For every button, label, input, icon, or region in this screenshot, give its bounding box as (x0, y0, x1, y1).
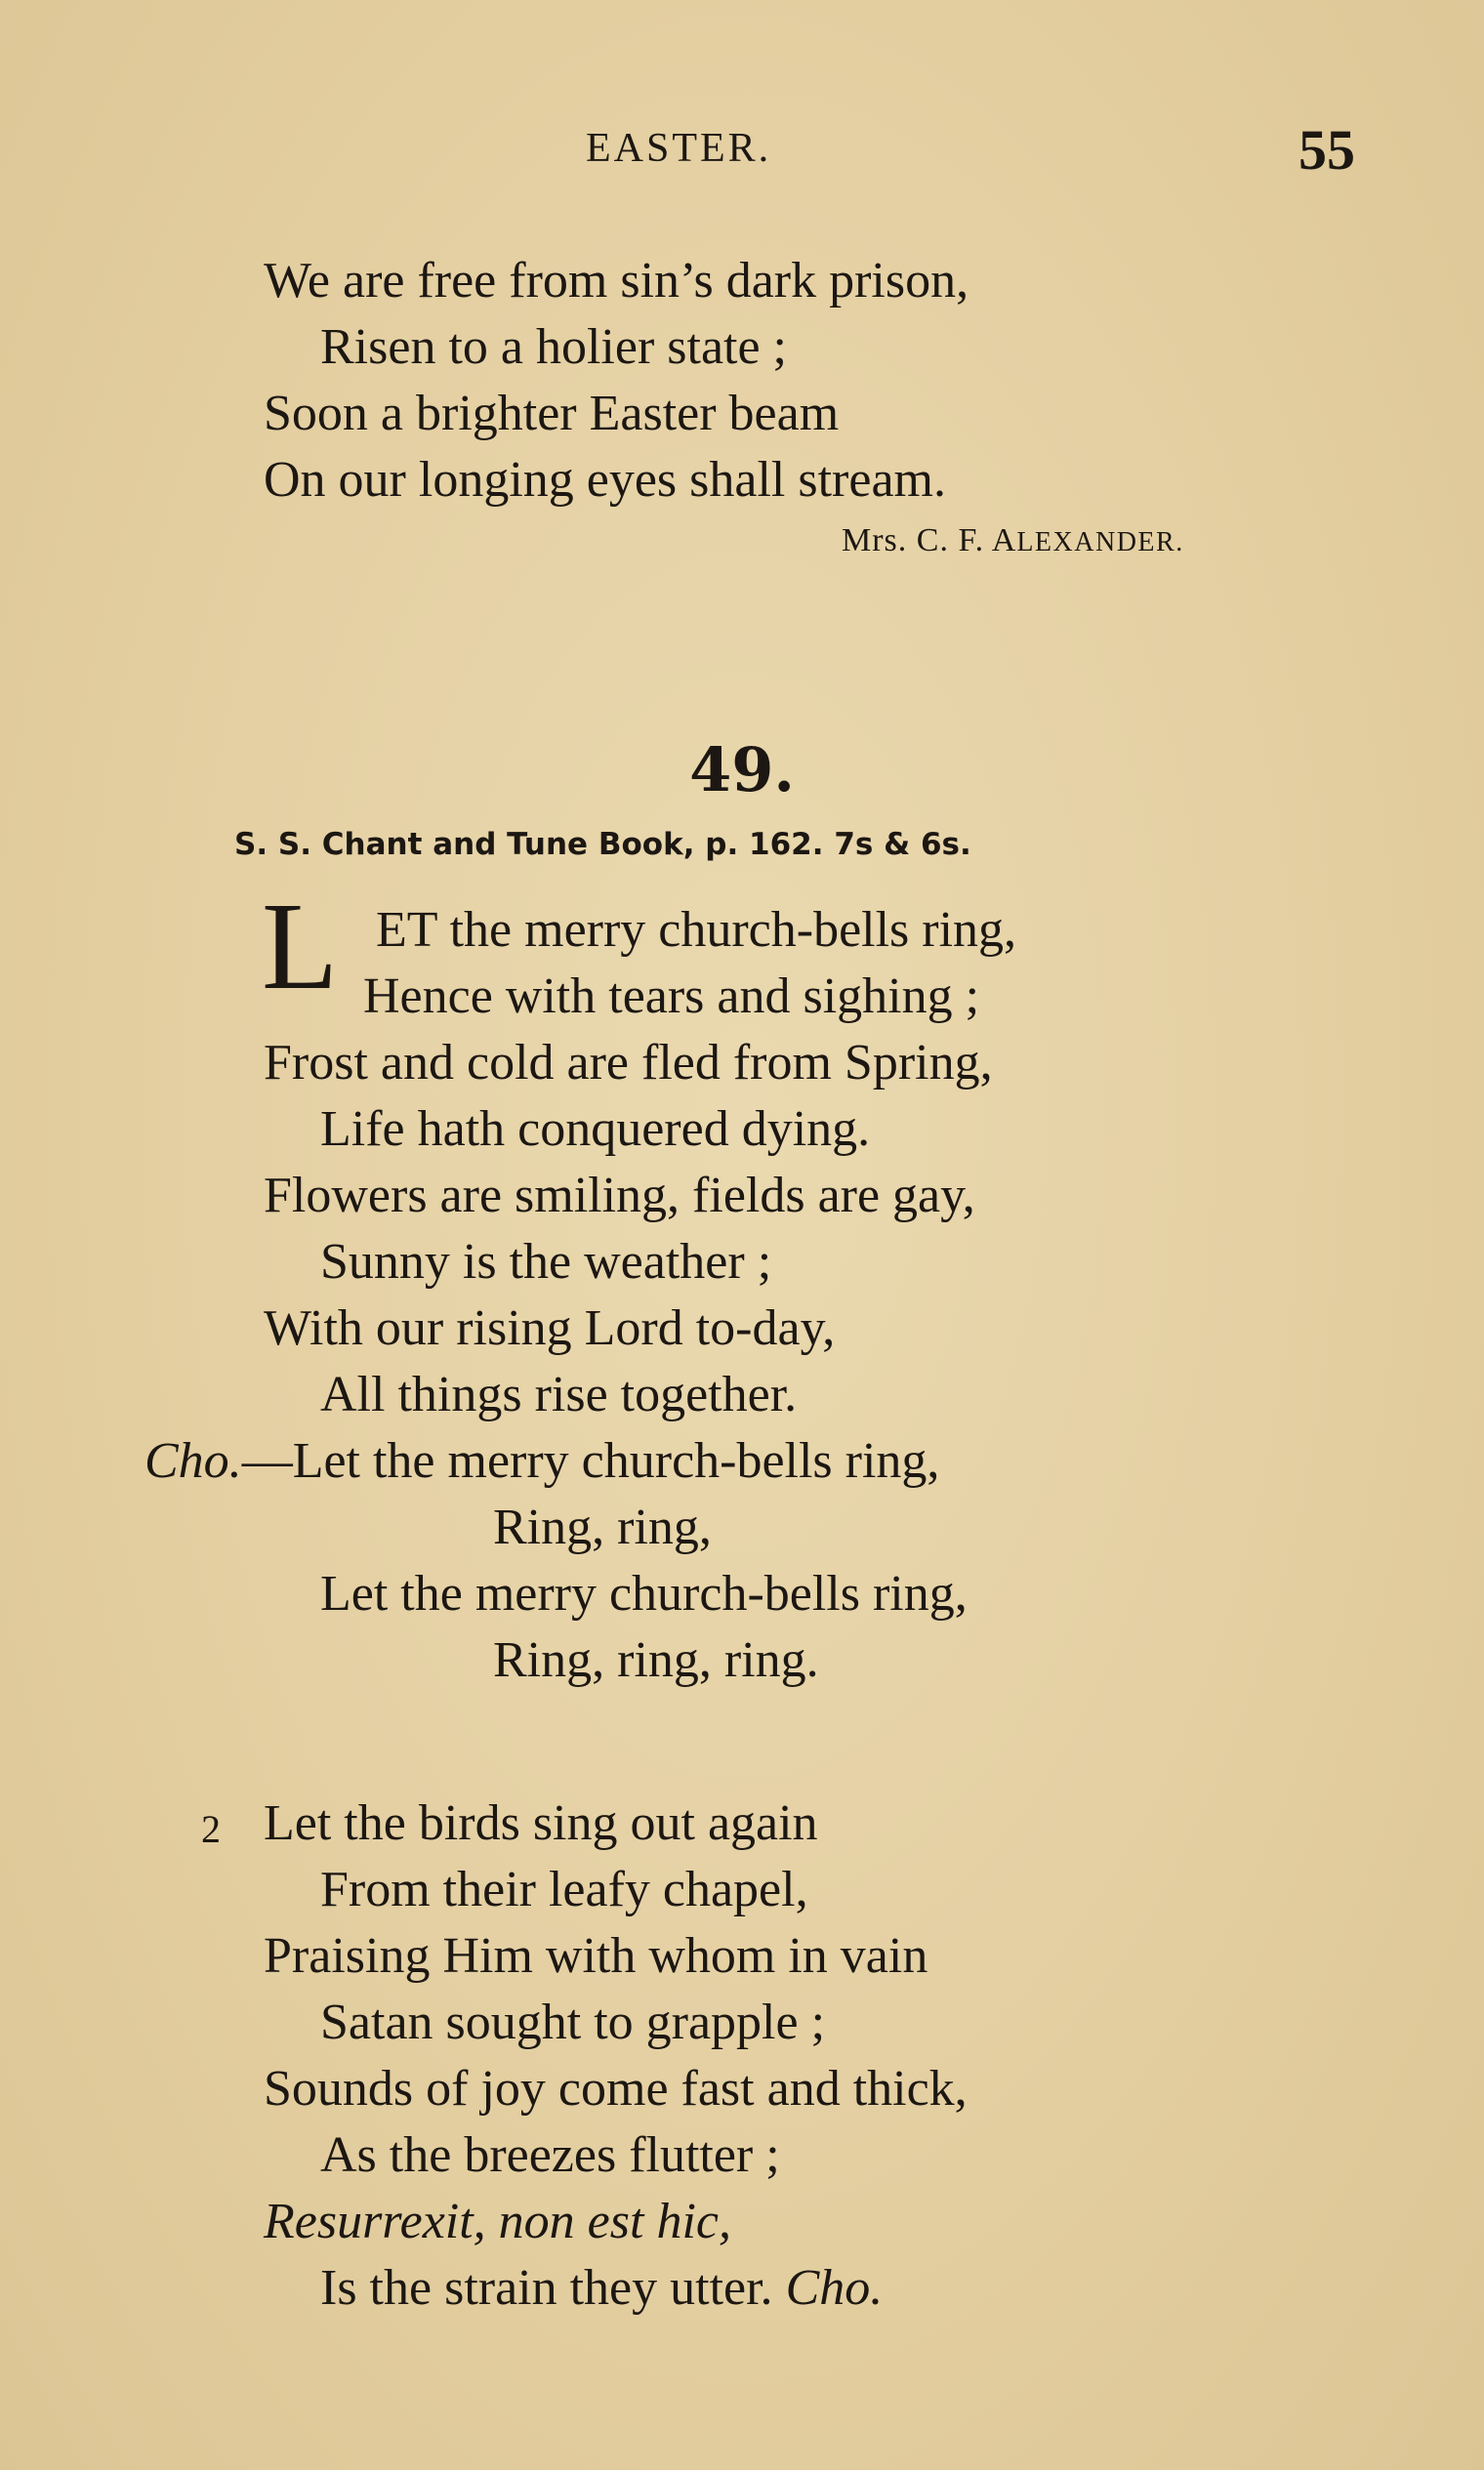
prev-hymn-line: On our longing eyes shall stream. (264, 452, 946, 508)
stanza1-line: Life hath conquered dying. (320, 1101, 871, 1157)
stanza2-line: From their leafy chapel, (320, 1862, 808, 1917)
chorus-first-line (144, 1433, 940, 1489)
stanza1-line: Hence with tears and sighing ; (363, 968, 980, 1024)
stanza1-line: With our rising Lord to-day, (264, 1300, 836, 1356)
chorus-line: —Let the merry church-bells ring, (241, 1433, 940, 1489)
stanza1-line: Sunny is the weather ; (320, 1234, 772, 1290)
stanza2-line: Praising Him with whom in vain (264, 1928, 928, 1984)
chorus-label: Cho. (144, 1433, 242, 1489)
page-number: 55 (1298, 118, 1355, 182)
stanza1-line: Frost and cold are fled from Spring, (264, 1035, 993, 1091)
author-prefix: Mrs. C. F. A (842, 522, 1017, 558)
chorus-line: Ring, ring, (493, 1500, 712, 1555)
hymn-number: 49. (689, 734, 795, 805)
stanza1-line: All things rise together. (320, 1367, 798, 1422)
stanza2-last-line (320, 2260, 884, 2316)
stanza2-line: Sounds of joy come fast and thick, (264, 2061, 968, 2117)
running-title: EASTER. (586, 126, 772, 171)
stanza2-line: As the breezes flutter ; (320, 2127, 780, 2183)
prev-hymn-line: Soon a brighter Easter beam (264, 386, 840, 441)
stanza2-line: Is the strain they utter. (320, 2260, 773, 2316)
stanza2-line: Satan sought to grapple ; (320, 1995, 826, 2050)
prev-hymn-line: Risen to a holier state ; (320, 319, 788, 375)
stanza1-line: Flowers are smiling, fields are gay, (264, 1168, 975, 1223)
stanza2-line: Let the birds sing out again (264, 1795, 818, 1851)
author-attribution (842, 522, 1184, 559)
prev-hymn-line: We are free from sin’s dark prison, (264, 253, 969, 309)
stanza1-line: ET the merry church-bells ring, (376, 902, 1017, 958)
stanza-number: 2 (201, 1807, 221, 1851)
stanza2-line-latin: Resurrexit, non est hic, (264, 2194, 731, 2249)
chorus-reference: Cho. (785, 2260, 884, 2316)
drop-cap: L (262, 877, 339, 1015)
author-rest: LEXANDER. (1016, 527, 1184, 557)
chorus-line: Let the merry church-bells ring, (320, 1566, 968, 1622)
tune-info: S. S. Chant and Tune Book, p. 162. 7s & 6s. (234, 827, 971, 862)
chorus-line: Ring, ring, ring. (493, 1632, 819, 1688)
